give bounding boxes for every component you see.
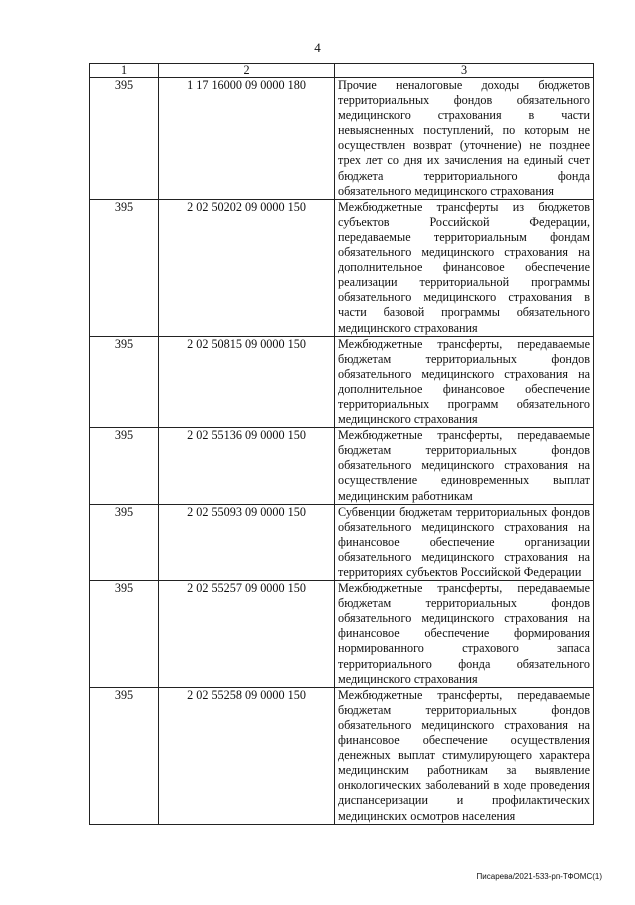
table-row: [90, 428, 594, 504]
description-cell: Межбюджетные трансферты, передаваемые бюджетам территориальных фондов обязательного медицинского страхования на финансовое обеспечение формирования нормированного страхового запаса территориального фонда обязательного медицинского страхования: [335, 581, 594, 688]
admin-code-cell: 395: [90, 199, 159, 336]
description-cell: Межбюджетные трансферты из бюджетов субъектов Российской Федерации, передаваемые территориальным фондам обязательного медицинского страхования на дополнительное финансовое обеспечение реализации территориальной программы обязательного медицинского страхования в части базовой программы обязательного медицинского страхования: [335, 199, 594, 336]
table-row: [90, 199, 594, 336]
budget-code-cell: 2 02 55258 09 0000 150: [159, 687, 335, 824]
budget-code-cell: 1 17 16000 09 0000 180: [159, 78, 335, 200]
column-header-1: 1: [90, 64, 159, 78]
admin-code-cell: 395: [90, 78, 159, 200]
table-row: [90, 336, 594, 428]
page-number: 4: [314, 40, 321, 55]
budget-code-cell: 2 02 55136 09 0000 150: [159, 428, 335, 504]
description-cell: Межбюджетные трансферты, передаваемые бюджетам территориальных фондов обязательного медицинского страхования на дополнительное финансовое обеспечение территориальных программ обязательного медицинского страхования: [335, 336, 594, 428]
column-header-3: 3: [335, 64, 594, 78]
admin-code-cell: 395: [90, 504, 159, 580]
admin-code-cell: 395: [90, 428, 159, 504]
budget-code-cell: 2 02 55257 09 0000 150: [159, 581, 335, 688]
budget-code-cell: 2 02 50202 09 0000 150: [159, 199, 335, 336]
admin-code-cell: 395: [90, 336, 159, 428]
budget-table: [89, 63, 594, 825]
admin-code-cell: 395: [90, 687, 159, 824]
column-header-2: 2: [159, 64, 335, 78]
table-row: [90, 504, 594, 580]
description-cell: Межбюджетные трансферты, передаваемые бюджетам территориальных фондов обязательного медицинского страхования на осуществление единовременных выплат медицинским работникам: [335, 428, 594, 504]
admin-code-cell: 395: [90, 581, 159, 688]
description-cell: Прочие неналоговые доходы бюджетов территориальных фондов обязательного медицинского страхования в части невыясненных поступлений, по которым не осуществлен возврат (уточнение) не позднее трех лет со дня их зачисления на единый счет бюджета территориального фонда обязательного медицинского страхования: [335, 78, 594, 200]
description-cell: Субвенции бюджетам территориальных фондов обязательного медицинского страхования на финансовое обеспечение организации обязательного медицинского страхования на территориях субъектов Российской Федерации: [335, 504, 594, 580]
budget-code-cell: 2 02 50815 09 0000 150: [159, 336, 335, 428]
document-footer: Писарева/2021-533-рп-ТФОМС(1): [476, 872, 602, 881]
description-cell: Межбюджетные трансферты, передаваемые бюджетам территориальных фондов обязательного медицинского страхования на финансовое обеспечение осуществления денежных выплат стимулирующего характера медицинским работникам за выявление онкологических заболеваний в ходе проведения диспансеризации и профилактических медицинских осмотров населения: [335, 687, 594, 824]
table-header-row: [90, 64, 594, 78]
table-row: [90, 687, 594, 824]
budget-code-cell: 2 02 55093 09 0000 150: [159, 504, 335, 580]
table-row: [90, 78, 594, 200]
table-row: [90, 581, 594, 688]
